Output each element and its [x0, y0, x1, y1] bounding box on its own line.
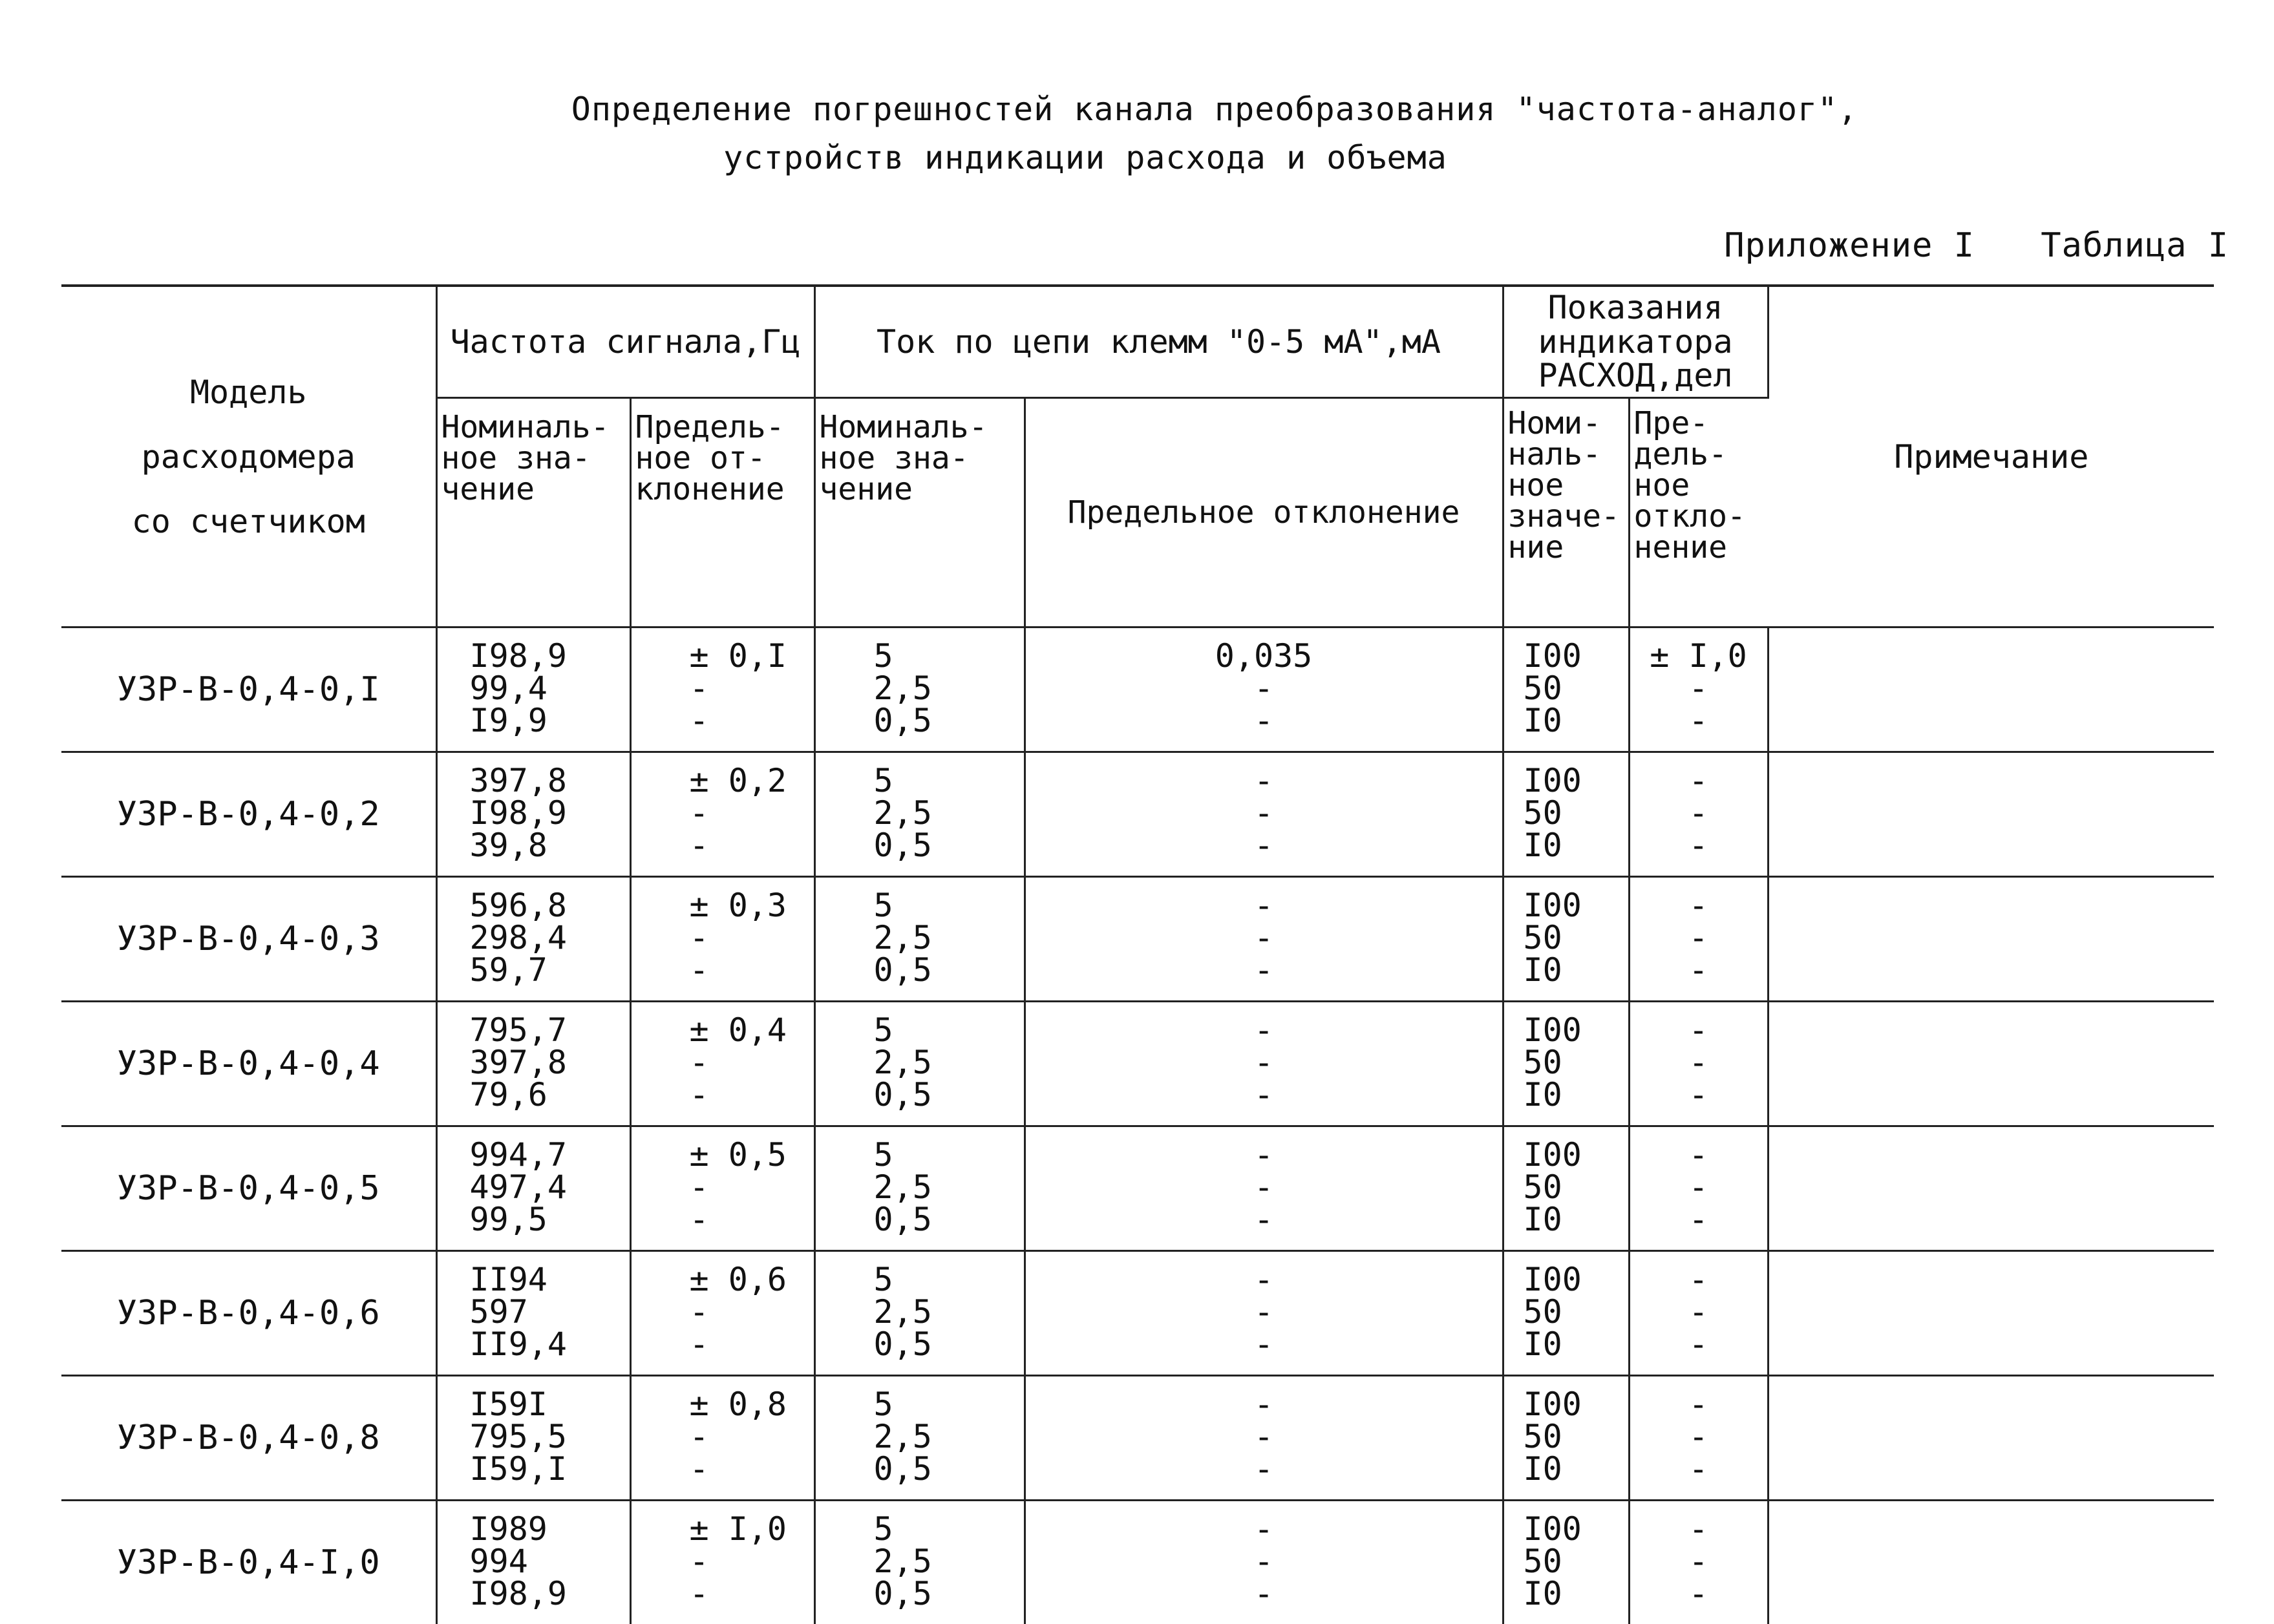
header-text: ние	[1508, 532, 1624, 563]
cell-value: -	[1254, 1454, 1273, 1486]
cell-value: -	[1688, 1048, 1708, 1080]
cell-value: I00	[1524, 1389, 1628, 1422]
cell-value: -	[690, 1454, 814, 1486]
cell-value: 2,5	[874, 673, 1024, 706]
header-indicator-nominal	[1503, 398, 1629, 627]
current-nominal-cell	[814, 1501, 1025, 1624]
frequency-deviation-cell	[630, 1002, 814, 1126]
model-cell: УЗР-В-0,4-0,6	[61, 1251, 436, 1376]
cell-value: I989	[470, 1514, 630, 1546]
cell-value: -	[690, 706, 814, 738]
indicator-deviation-cell	[1629, 877, 1768, 1002]
cell-value: 50	[1524, 923, 1628, 955]
frequency-nominal-cell	[436, 877, 630, 1002]
cell-value: I59,I	[470, 1454, 630, 1486]
table-row	[61, 877, 2214, 1002]
header-indicator-group	[1503, 286, 1768, 398]
frequency-deviation-cell	[630, 877, 814, 1002]
frequency-deviation-cell	[630, 1501, 814, 1624]
cell-value: -	[690, 1205, 814, 1237]
table-row	[61, 1002, 2214, 1126]
cell-value: -	[1688, 1205, 1708, 1237]
header-text: ное зна-	[441, 443, 626, 474]
header-current-group: Ток по цепи клемм "0-5 мА",мА	[814, 286, 1503, 398]
current-nominal-cell	[814, 1376, 1025, 1501]
table-label: Таблица I	[2041, 226, 2229, 265]
current-deviation-cell	[1025, 627, 1503, 752]
cell-value: I98,9	[470, 641, 630, 673]
current-deviation-cell	[1025, 1376, 1503, 1501]
cell-value: -	[1254, 955, 1273, 987]
header-model	[61, 286, 436, 627]
indicator-nominal-cell	[1503, 877, 1629, 1002]
header-text: ное	[1508, 470, 1624, 501]
cell-value: 79,6	[470, 1080, 630, 1112]
cell-value: -	[1254, 1514, 1273, 1546]
document-title-line1: Определение погрешностей канала преобразования "частота-аналог",	[78, 90, 2274, 128]
cell-value: 59,7	[470, 955, 630, 987]
cell-value: 298,4	[470, 923, 630, 955]
cell-value: -	[1254, 1205, 1273, 1237]
frequency-deviation-cell	[630, 1126, 814, 1251]
note-cell	[1768, 1002, 2214, 1126]
header-text: откло-	[1634, 501, 1765, 532]
cell-value: -	[1688, 955, 1708, 987]
frequency-nominal-cell	[436, 1251, 630, 1376]
cell-value: 5	[874, 1514, 1024, 1546]
cell-value: -	[1688, 1329, 1708, 1362]
cell-value: ± 0,I	[690, 641, 814, 673]
current-deviation-cell	[1025, 1126, 1503, 1251]
cell-value: I0	[1524, 1579, 1628, 1611]
header-text: ное	[1634, 470, 1765, 501]
cell-value: -	[690, 798, 814, 830]
header-model-line: со счетчиком	[61, 489, 436, 554]
cell-value: -	[1688, 1389, 1708, 1422]
note-cell	[1768, 627, 2214, 752]
cell-value: -	[1688, 1297, 1708, 1329]
frequency-deviation-cell	[630, 627, 814, 752]
cell-value: 0,5	[874, 1579, 1024, 1611]
cell-value: -	[1688, 1514, 1708, 1546]
note-cell	[1768, 752, 2214, 877]
cell-value: ± 0,5	[690, 1140, 814, 1172]
indicator-nominal-cell	[1503, 1126, 1629, 1251]
cell-value: -	[690, 1579, 814, 1611]
current-deviation-cell	[1025, 1002, 1503, 1126]
header-text: наль-	[1508, 439, 1624, 470]
cell-value: 5	[874, 1015, 1024, 1048]
current-nominal-cell	[814, 1002, 1025, 1126]
table-body	[61, 627, 2214, 1624]
cell-value: -	[1254, 1546, 1273, 1579]
cell-value: II9,4	[470, 1329, 630, 1362]
cell-value: -	[1254, 1422, 1273, 1454]
cell-value: I00	[1524, 1265, 1628, 1297]
cell-value: -	[690, 955, 814, 987]
current-nominal-cell	[814, 752, 1025, 877]
cell-value: -	[690, 1048, 814, 1080]
header-freq-deviation	[630, 398, 814, 627]
cell-value: II94	[470, 1265, 630, 1297]
header-model-line: расходомера	[61, 425, 436, 489]
header-frequency-group: Частота сигнала,Гц	[436, 286, 814, 398]
cell-value: I59I	[470, 1389, 630, 1422]
indicator-nominal-cell	[1503, 1501, 1629, 1624]
header-current-nominal	[814, 398, 1025, 627]
cell-value: I9,9	[470, 706, 630, 738]
cell-value: 0,5	[874, 1329, 1024, 1362]
cell-value: 397,8	[470, 1048, 630, 1080]
cell-value: -	[1688, 1265, 1708, 1297]
cell-value: I0	[1524, 830, 1628, 863]
cell-value: -	[1254, 1015, 1273, 1048]
table-row	[61, 1251, 2214, 1376]
cell-value: -	[1254, 706, 1273, 738]
cell-value: I00	[1524, 641, 1628, 673]
appendix-caption	[1724, 226, 2229, 265]
cell-value: -	[1688, 1546, 1708, 1579]
cell-value: 795,5	[470, 1422, 630, 1454]
cell-value: -	[1688, 830, 1708, 863]
cell-value: -	[1688, 1422, 1708, 1454]
cell-value: 2,5	[874, 1297, 1024, 1329]
cell-value: 50	[1524, 1048, 1628, 1080]
cell-value: ± 0,3	[690, 891, 814, 923]
cell-value: 5	[874, 1265, 1024, 1297]
header-indicator-line: Показания	[1504, 291, 1767, 325]
cell-value: 497,4	[470, 1172, 630, 1205]
header-model-line: Модель	[61, 360, 436, 425]
cell-value: I98,9	[470, 798, 630, 830]
cell-value: -	[690, 1329, 814, 1362]
current-nominal-cell	[814, 877, 1025, 1002]
cell-value: I98,9	[470, 1579, 630, 1611]
cell-value: 0,5	[874, 955, 1024, 987]
model-cell: УЗР-В-0,4-0,4	[61, 1002, 436, 1126]
cell-value: -	[1688, 1454, 1708, 1486]
cell-value: -	[690, 1080, 814, 1112]
cell-value: -	[1254, 1172, 1273, 1205]
cell-value: -	[1688, 766, 1708, 798]
cell-value: I00	[1524, 766, 1628, 798]
cell-value: 0,5	[874, 1454, 1024, 1486]
indicator-deviation-cell	[1629, 627, 1768, 752]
cell-value: 5	[874, 1140, 1024, 1172]
cell-value: -	[1688, 706, 1708, 738]
cell-value: 50	[1524, 673, 1628, 706]
cell-value: -	[1688, 1015, 1708, 1048]
cell-value: I0	[1524, 1329, 1628, 1362]
cell-value: -	[1254, 766, 1273, 798]
header-text: Предель-	[635, 412, 810, 443]
cell-value: -	[1254, 830, 1273, 863]
table-row	[61, 1376, 2214, 1501]
current-deviation-cell	[1025, 1501, 1503, 1624]
cell-value: -	[1254, 891, 1273, 923]
cell-value: 0,035	[1215, 641, 1313, 673]
cell-value: I0	[1524, 1454, 1628, 1486]
header-indicator-line: РАСХОД,дел	[1504, 359, 1767, 393]
appendix-label: Приложение I	[1724, 226, 1975, 265]
table-row	[61, 752, 2214, 877]
cell-value: 5	[874, 891, 1024, 923]
header-text: ное от-	[635, 443, 810, 474]
cell-value: 2,5	[874, 1172, 1024, 1205]
cell-value: -	[690, 830, 814, 863]
cell-value: I00	[1524, 1140, 1628, 1172]
cell-value: ± I,0	[1650, 641, 1747, 673]
cell-value: -	[690, 1297, 814, 1329]
cell-value: -	[1688, 798, 1708, 830]
cell-value: 2,5	[874, 798, 1024, 830]
cell-value: I00	[1524, 891, 1628, 923]
cell-value: -	[690, 923, 814, 955]
table-row	[61, 627, 2214, 752]
current-deviation-cell	[1025, 877, 1503, 1002]
indicator-nominal-cell	[1503, 627, 1629, 752]
header-text: Номи-	[1508, 408, 1624, 439]
indicator-deviation-cell	[1629, 1251, 1768, 1376]
note-cell	[1768, 877, 2214, 1002]
frequency-nominal-cell	[436, 1002, 630, 1126]
header-text: нение	[1634, 532, 1765, 563]
header-text: чение	[820, 474, 1020, 505]
cell-value: 2,5	[874, 1422, 1024, 1454]
cell-value: ± 0,2	[690, 766, 814, 798]
cell-value: 597	[470, 1297, 630, 1329]
cell-value: 0,5	[874, 1205, 1024, 1237]
frequency-nominal-cell	[436, 1501, 630, 1624]
header-text: чение	[441, 474, 626, 505]
cell-value: 50	[1524, 798, 1628, 830]
cell-value: -	[690, 1546, 814, 1579]
header-current-deviation: Предельное отклонение	[1025, 398, 1503, 627]
cell-value: -	[1254, 1080, 1273, 1112]
cell-value: 99,5	[470, 1205, 630, 1237]
cell-value: 795,7	[470, 1015, 630, 1048]
header-text: Пре-	[1634, 408, 1765, 439]
cell-value: -	[1254, 1297, 1273, 1329]
current-nominal-cell	[814, 627, 1025, 752]
cell-value: -	[1688, 1140, 1708, 1172]
cell-value: 50	[1524, 1172, 1628, 1205]
cell-value: -	[1254, 1329, 1273, 1362]
cell-value: ± I,0	[690, 1514, 814, 1546]
cell-value: -	[1254, 1265, 1273, 1297]
cell-value: -	[1688, 1172, 1708, 1205]
indicator-deviation-cell	[1629, 1126, 1768, 1251]
indicator-deviation-cell	[1629, 1376, 1768, 1501]
header-note: Примечание	[1768, 286, 2214, 627]
header-indicator-deviation	[1629, 398, 1768, 627]
frequency-nominal-cell	[436, 752, 630, 877]
cell-value: 0,5	[874, 830, 1024, 863]
cell-value: -	[1688, 673, 1708, 706]
cell-value: I0	[1524, 955, 1628, 987]
note-cell	[1768, 1376, 2214, 1501]
cell-value: 2,5	[874, 1048, 1024, 1080]
current-deviation-cell	[1025, 752, 1503, 877]
cell-value: ± 0,6	[690, 1265, 814, 1297]
cell-value: 5	[874, 1389, 1024, 1422]
frequency-deviation-cell	[630, 1251, 814, 1376]
indicator-deviation-cell	[1629, 1501, 1768, 1624]
model-cell: УЗР-В-0,4-0,2	[61, 752, 436, 877]
header-text: Номиналь-	[820, 412, 1020, 443]
cell-value: -	[1254, 923, 1273, 955]
cell-value: 39,8	[470, 830, 630, 863]
current-deviation-cell	[1025, 1251, 1503, 1376]
current-nominal-cell	[814, 1251, 1025, 1376]
frequency-nominal-cell	[436, 1126, 630, 1251]
cell-value: -	[1254, 798, 1273, 830]
frequency-deviation-cell	[630, 1376, 814, 1501]
cell-value: -	[1688, 1579, 1708, 1611]
header-text: ное зна-	[820, 443, 1020, 474]
table-row	[61, 1126, 2214, 1251]
indicator-nominal-cell	[1503, 1002, 1629, 1126]
calibration-table	[61, 284, 2214, 1624]
cell-value: 5	[874, 641, 1024, 673]
cell-value: ± 0,4	[690, 1015, 814, 1048]
indicator-nominal-cell	[1503, 1376, 1629, 1501]
header-text: клонение	[635, 474, 810, 505]
header-text: значе-	[1508, 501, 1624, 532]
cell-value: I0	[1524, 1080, 1628, 1112]
cell-value: -	[1688, 1080, 1708, 1112]
cell-value: 397,8	[470, 766, 630, 798]
cell-value: -	[690, 1422, 814, 1454]
model-cell: УЗР-В-0,4-0,I	[61, 627, 436, 752]
cell-value: 0,5	[874, 706, 1024, 738]
note-cell	[1768, 1501, 2214, 1624]
cell-value: 596,8	[470, 891, 630, 923]
header-freq-nominal	[436, 398, 630, 627]
header-text: Номиналь-	[441, 412, 626, 443]
cell-value: -	[1254, 1579, 1273, 1611]
cell-value: -	[690, 673, 814, 706]
current-nominal-cell	[814, 1126, 1025, 1251]
cell-value: -	[1254, 1389, 1273, 1422]
indicator-nominal-cell	[1503, 1251, 1629, 1376]
indicator-nominal-cell	[1503, 752, 1629, 877]
cell-value: -	[1254, 1140, 1273, 1172]
cell-value: -	[690, 1172, 814, 1205]
cell-value: -	[1254, 673, 1273, 706]
cell-value: 5	[874, 766, 1024, 798]
note-cell	[1768, 1251, 2214, 1376]
note-cell	[1768, 1126, 2214, 1251]
model-cell: УЗР-В-0,4-0,3	[61, 877, 436, 1002]
frequency-deviation-cell	[630, 752, 814, 877]
cell-value: 50	[1524, 1422, 1628, 1454]
cell-value: -	[1688, 891, 1708, 923]
header-indicator-line: индикатора	[1504, 325, 1767, 359]
frequency-nominal-cell	[436, 1376, 630, 1501]
indicator-deviation-cell	[1629, 752, 1768, 877]
cell-value: 0,5	[874, 1080, 1024, 1112]
cell-value: I0	[1524, 1205, 1628, 1237]
model-cell: УЗР-В-0,4-0,8	[61, 1376, 436, 1501]
cell-value: 2,5	[874, 923, 1024, 955]
model-cell: УЗР-В-0,4-I,0	[61, 1501, 436, 1624]
cell-value: ± 0,8	[690, 1389, 814, 1422]
cell-value: I0	[1524, 706, 1628, 738]
cell-value: 50	[1524, 1546, 1628, 1579]
cell-value: I00	[1524, 1514, 1628, 1546]
cell-value: 994,7	[470, 1140, 630, 1172]
cell-value: -	[1254, 1048, 1273, 1080]
cell-value: I00	[1524, 1015, 1628, 1048]
cell-value: 99,4	[470, 673, 630, 706]
document-title-line2: устройств индикации расхода и объема	[0, 139, 2222, 176]
cell-value: 2,5	[874, 1546, 1024, 1579]
frequency-nominal-cell	[436, 627, 630, 752]
cell-value: 994	[470, 1546, 630, 1579]
cell-value: -	[1688, 923, 1708, 955]
table-row	[61, 1501, 2214, 1624]
model-cell: УЗР-В-0,4-0,5	[61, 1126, 436, 1251]
cell-value: 50	[1524, 1297, 1628, 1329]
header-text: дель-	[1634, 439, 1765, 470]
indicator-deviation-cell	[1629, 1002, 1768, 1126]
